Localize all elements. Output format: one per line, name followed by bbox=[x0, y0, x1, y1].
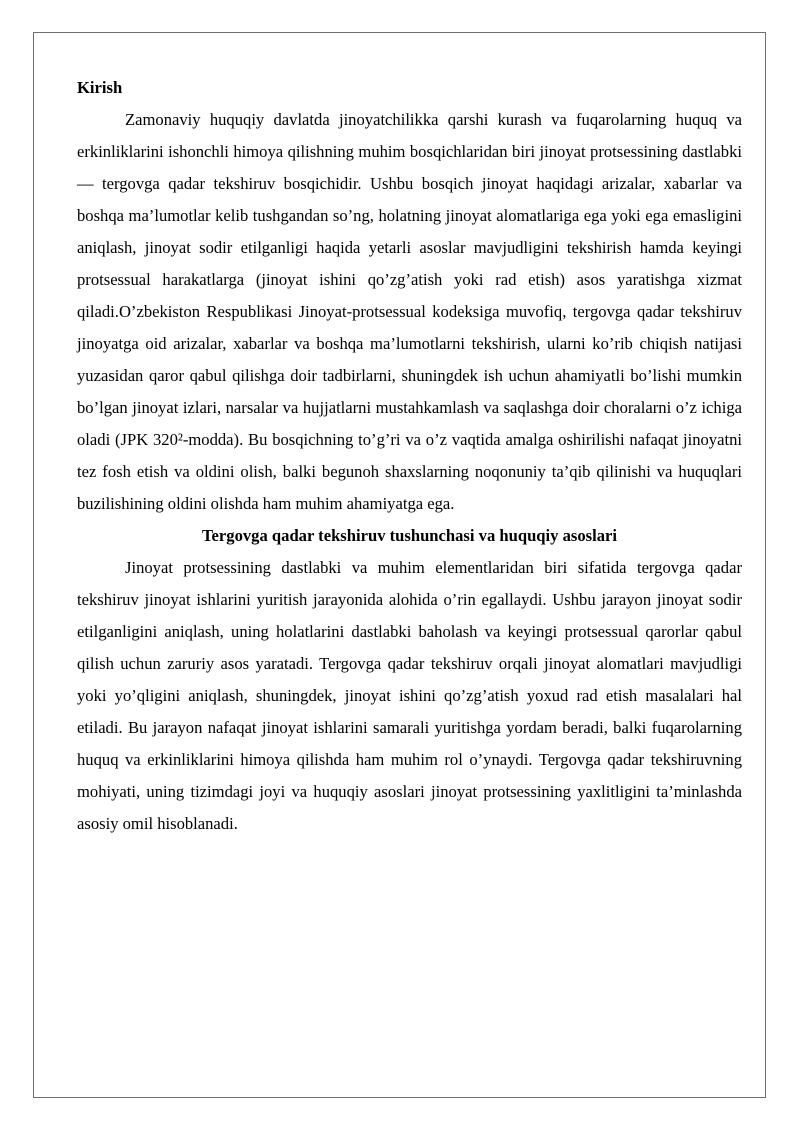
section-heading: Tergovga qadar tekshiruv tushunchasi va huquqiy asoslari bbox=[202, 526, 617, 545]
intro-heading: Kirish bbox=[77, 78, 123, 97]
section-paragraph: Jinoyat protsessining dastlabki va muhim elementlaridan biri sifatida tergovga qadar tekshiruv jinoyat ishlarini yuritish jarayonida alohida o’rin egallaydi. Ushbu jarayon jinoyat sodir etilganligini aniqlash, uning holatlarini dastlabki baholash va keyingi protsessual qarorlar qabul qilish uchun zaruriy asos yaratadi. Tergovga qadar tekshiruv orqali jinoyat alomatlari mavjudligi yoki yo’qligini aniqlash, shuningdek, jinoyat ishini qo’zg’atish yoxud rad etish masalalari hal etiladi. Bu jarayon nafaqat jinoyat ishlarini samarali yuritishga yordam beradi, balki fuqarolarning huquq va erkinliklarini himoya qilishda ham muhim rol o’ynaydi. Tergovga qadar tekshiruvning mohiyati, uning tizimdagi joyi va huquqiy asoslari jinoyat protsessining yaxlitligini ta’minlashda asosiy omil hisoblanadi. bbox=[77, 558, 742, 833]
document-body bbox=[77, 72, 742, 840]
intro-paragraph: Zamonaviy huquqiy davlatda jinoyatchilikka qarshi kurash va fuqarolarning huquq va erkinliklarini ishonchli himoya qilishning muhim bosqichlaridan biri jinoyat protsessining dastlabki — tergovga qadar tekshiruv bosqichidir. Ushbu bosqich jinoyat haqidagi arizalar, xabarlar va boshqa ma’lumotlar kelib tushgandan so’ng, holatning jinoyat alomatlariga ega yoki ega emasligini aniqlash, jinoyat sodir etilganligi haqida yetarli asoslar mavjudligini tekshirish hamda keyingi protsessual harakatlarga (jinoyat ishini qo’zg’atish yoki rad etish) asos yaratishga xizmat qiladi.O’zbekiston Respublikasi Jinoyat-protsessual kodeksiga muvofiq, tergovga qadar tekshiruv jinoyatga oid arizalar, xabarlar va boshqa ma’lumotlarni tekshirish, ularni ko’rib chiqish natijasi yuzasidan qaror qabul qilishga doir tadbirlarni, shuningdek ish uchun ahamiyatli bo’lishi mumkin bo’lgan jinoyat izlari, narsalar va hujjatlarni mustahkamlash va saqlashga doir choralarni o’z ichiga oladi (JPK 320²-modda). Bu bosqichning to’g’ri va o’z vaqtida amalga oshirilishi nafaqat jinoyatni tez fosh etish va oldini olish, balki begunoh shaxslarning noqonuniy ta’qib qilinishi va huquqlari buzilishining oldini olishda ham muhim ahamiyatga ega. bbox=[77, 110, 742, 513]
